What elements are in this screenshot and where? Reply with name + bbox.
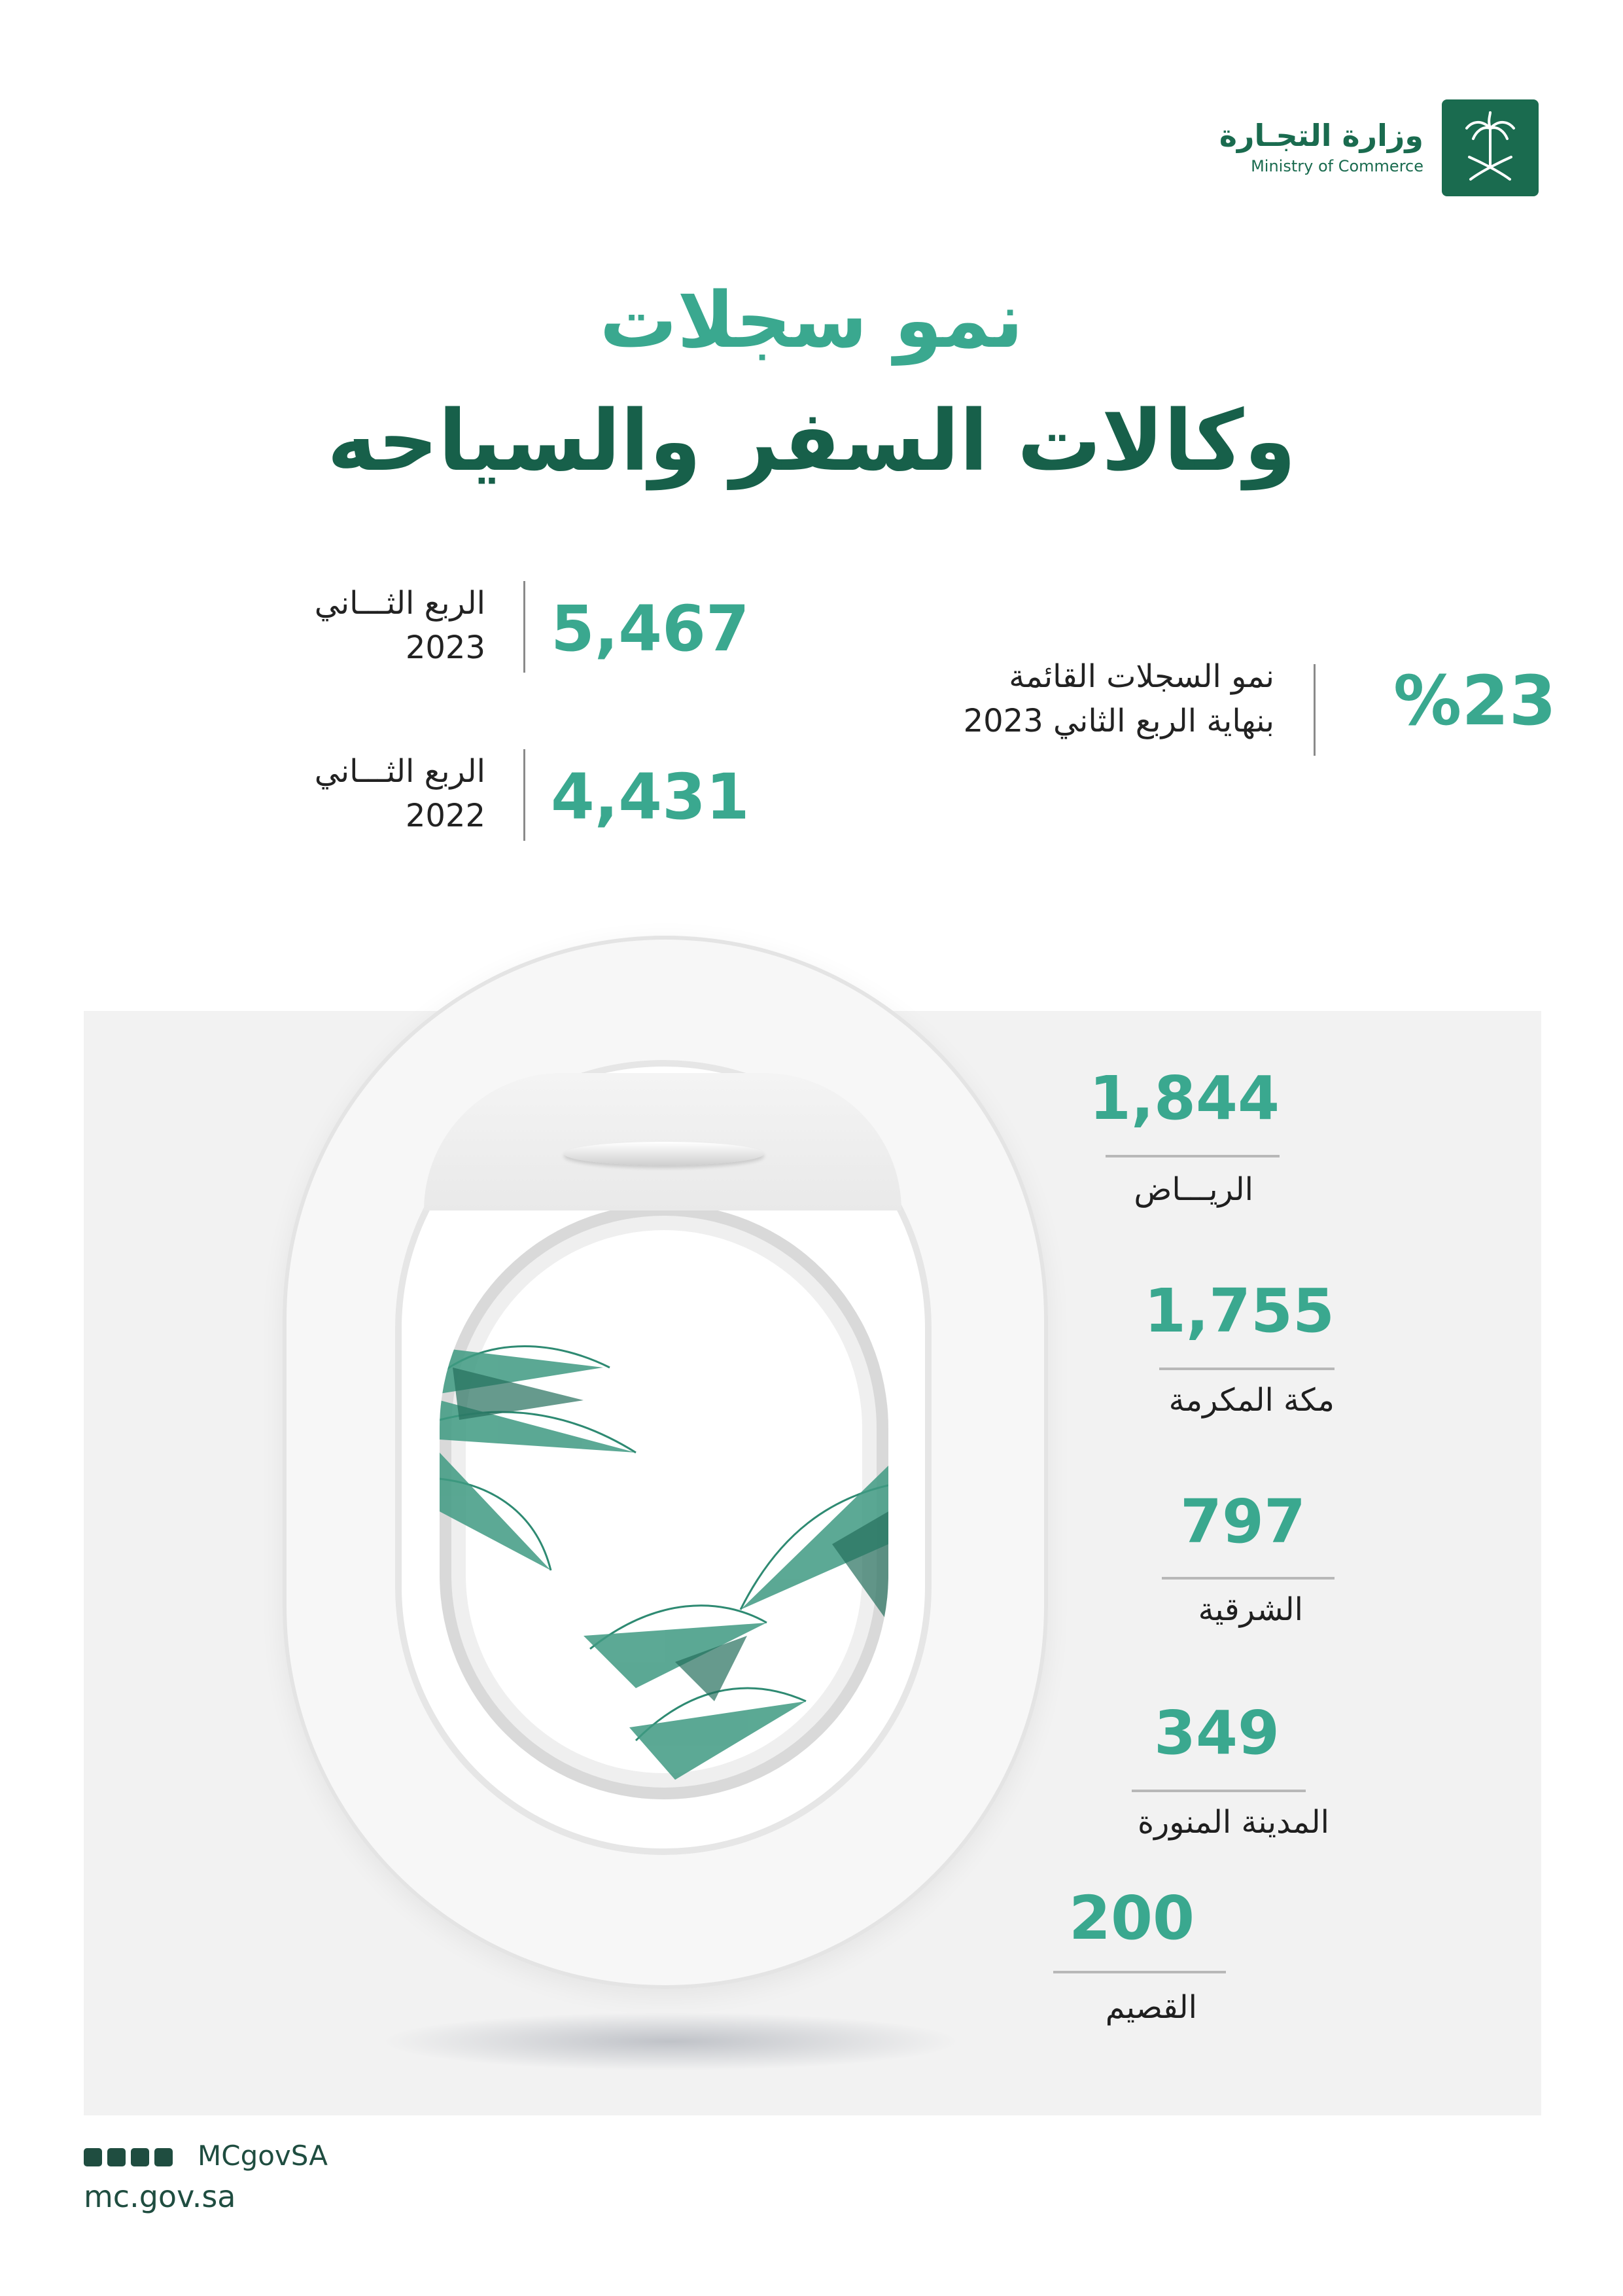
- facebook-icon[interactable]: [107, 2148, 126, 2166]
- instagram-icon[interactable]: [131, 2148, 149, 2166]
- social-icons: [84, 2148, 173, 2166]
- city-makkah-name: مكة المكرمة: [1168, 1382, 1335, 1419]
- stat-q2-2022-quarter: الربع الثـــاني: [314, 753, 485, 790]
- palm-swords-icon: [1442, 99, 1539, 196]
- growth-percent: %23: [1393, 661, 1556, 741]
- city-makkah-value: 1,755: [1143, 1276, 1335, 1346]
- palm-leaves-illustration: [440, 1204, 888, 1799]
- page-title-line1: نمو سجلات: [599, 275, 1024, 365]
- stat-q2-2023-year: 2023: [405, 629, 485, 666]
- divider: [523, 749, 525, 841]
- stat-q2-2023-value: 5,467: [551, 592, 750, 665]
- youtube-icon[interactable]: [154, 2148, 173, 2166]
- divider: [1162, 1577, 1335, 1580]
- divider: [523, 581, 525, 673]
- ministry-name-english: Ministry of Commerce: [1251, 157, 1423, 175]
- divider: [1159, 1368, 1335, 1370]
- airplane-window-glass: [440, 1204, 888, 1799]
- city-riyadh-name: الريـــاض: [1134, 1171, 1253, 1208]
- window-shade-handle: [564, 1142, 764, 1165]
- growth-label-line1: نمو السجلات القائمة: [1009, 658, 1274, 695]
- city-madinah-value: 349: [1153, 1698, 1280, 1768]
- city-riyadh-value: 1,844: [1089, 1063, 1280, 1133]
- website-link[interactable]: mc.gov.sa: [84, 2179, 236, 2214]
- ministry-name-arabic: وزارة التجـارة: [1219, 118, 1423, 153]
- social-handle[interactable]: MCgovSA: [198, 2140, 328, 2172]
- stat-q2-2022-value: 4,431: [551, 760, 750, 834]
- city-eastern-name: الشرقية: [1198, 1591, 1303, 1628]
- stat-q2-2022-label: [275, 749, 485, 838]
- page-title-line2: وكالات السفر والسياحه: [327, 393, 1296, 490]
- growth-label: [903, 654, 1274, 743]
- stat-q2-2023-label: [275, 581, 485, 670]
- city-madinah-name: المدينة المنورة: [1137, 1804, 1329, 1841]
- window-shadow: [379, 2012, 962, 2071]
- divider: [1314, 664, 1316, 756]
- ministry-logo-emblem: [1442, 99, 1539, 196]
- stat-q2-2023-quarter: الربع الثـــاني: [314, 585, 485, 622]
- twitter-icon[interactable]: [84, 2148, 102, 2166]
- city-eastern-value: 797: [1179, 1487, 1306, 1557]
- stat-q2-2022-year: 2022: [405, 798, 485, 834]
- divider: [1053, 1971, 1226, 1973]
- city-qassim-value: 200: [1068, 1883, 1195, 1953]
- growth-label-line2: بنهاية الربع الثاني 2023: [963, 703, 1274, 739]
- divider: [1106, 1155, 1280, 1157]
- city-qassim-name: القصيم: [1105, 1989, 1197, 2026]
- divider: [1132, 1790, 1306, 1792]
